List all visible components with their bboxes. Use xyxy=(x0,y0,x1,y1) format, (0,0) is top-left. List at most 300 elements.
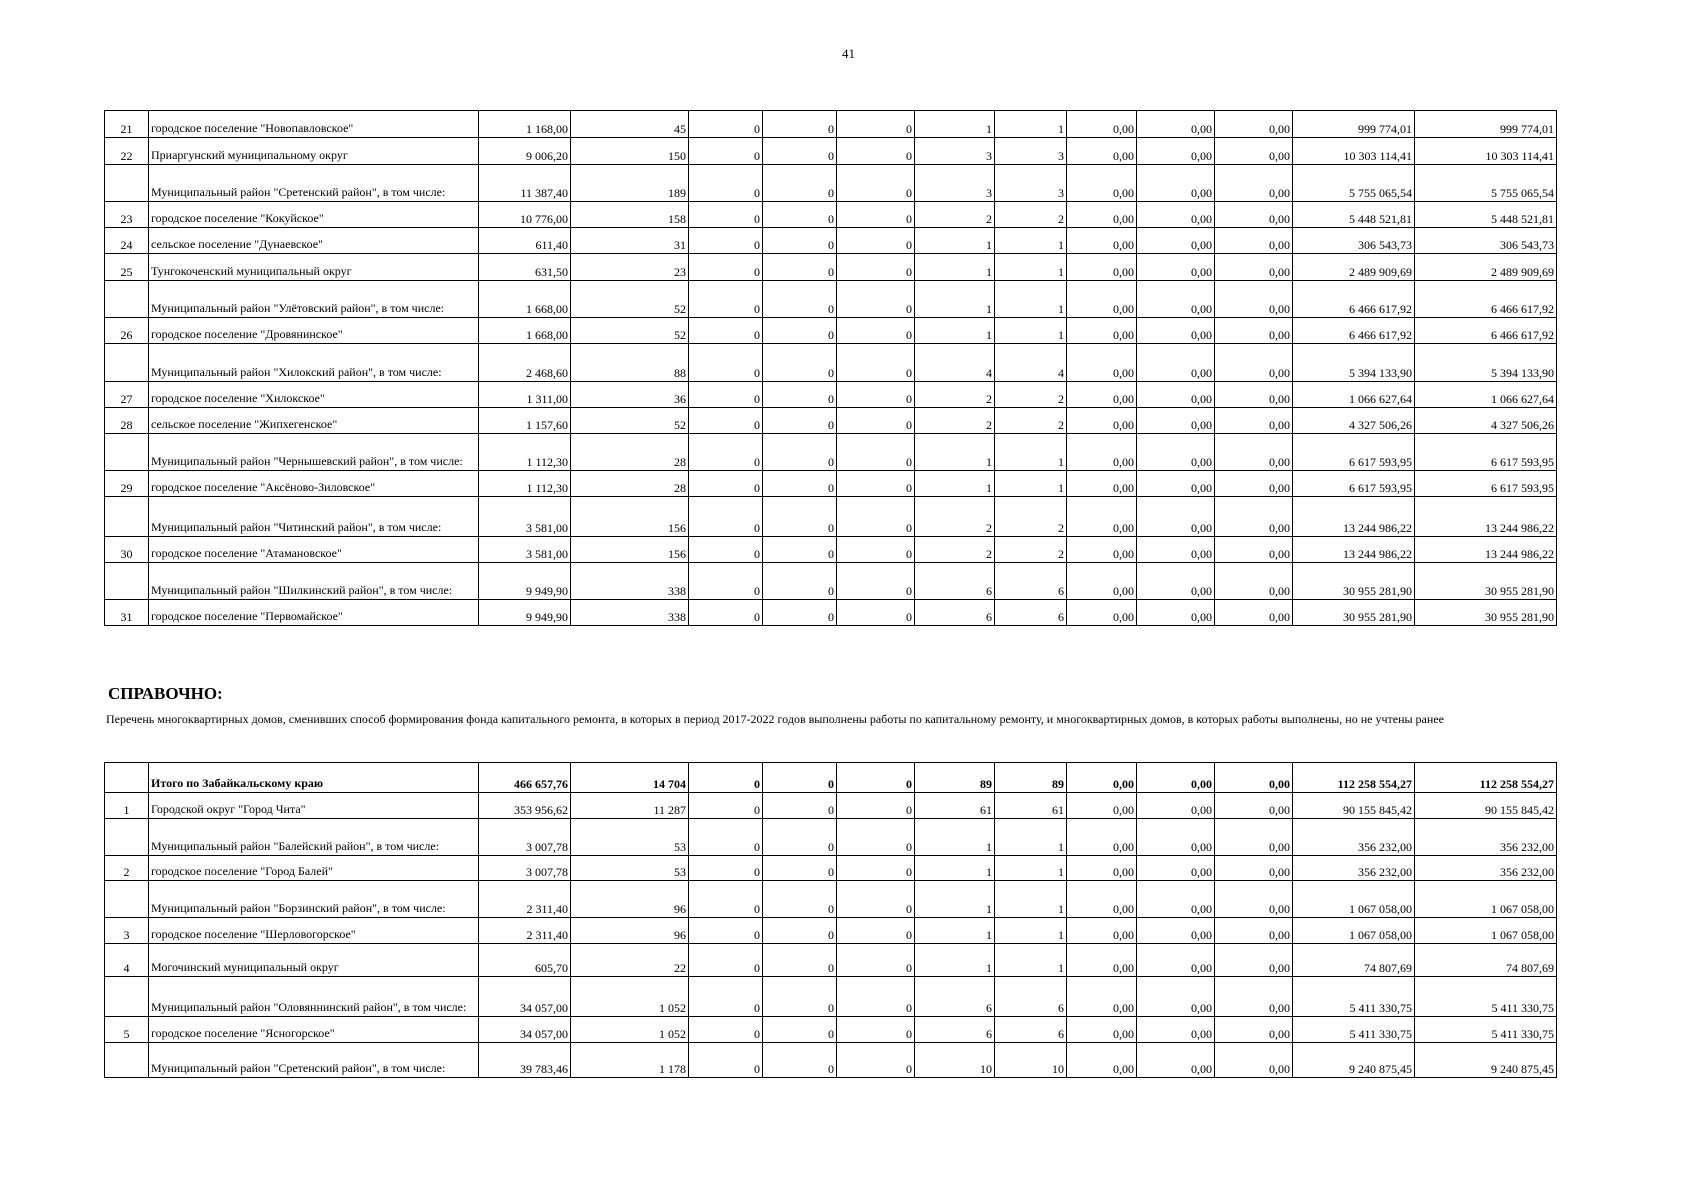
area-cell: 605,70 xyxy=(479,944,571,977)
col5-cell: 0 xyxy=(837,763,915,793)
table-row xyxy=(105,111,1557,138)
col10-cell: 0,00 xyxy=(1215,281,1293,318)
col9-cell: 0,00 xyxy=(1137,111,1215,138)
col6-cell: 2 xyxy=(915,497,995,537)
table-row xyxy=(105,1017,1557,1043)
people-cell: 28 xyxy=(571,434,689,471)
col9-cell: 0,00 xyxy=(1137,881,1215,918)
col6-cell: 1 xyxy=(915,471,995,497)
cost-cell: 13 244 986,22 xyxy=(1293,537,1415,563)
row-name: городское поселение "Дровянинское" xyxy=(149,318,479,344)
col7-cell: 1 xyxy=(995,318,1067,344)
col8-cell: 0,00 xyxy=(1067,537,1137,563)
col10-cell: 0,00 xyxy=(1215,1043,1293,1078)
row-number: 3 xyxy=(105,918,149,944)
cost-cell: 1 066 627,64 xyxy=(1293,382,1415,408)
col3-cell: 0 xyxy=(689,537,763,563)
row-name: Городской округ "Город Чита" xyxy=(149,793,479,819)
total-cost-cell: 6 466 617,92 xyxy=(1415,318,1557,344)
col7-cell: 6 xyxy=(995,600,1067,626)
col3-cell: 0 xyxy=(689,281,763,318)
col6-cell: 6 xyxy=(915,600,995,626)
row-number: 1 xyxy=(105,793,149,819)
col9-cell: 0,00 xyxy=(1137,318,1215,344)
total-cost-cell: 1 066 627,64 xyxy=(1415,382,1557,408)
col5-cell: 0 xyxy=(837,977,915,1017)
col4-cell: 0 xyxy=(763,471,837,497)
col5-cell: 0 xyxy=(837,408,915,434)
area-cell: 9 006,20 xyxy=(479,138,571,165)
row-name: сельское поселение "Дунаевское" xyxy=(149,228,479,254)
row-name: Муниципальный район "Оловяннинский район", в том числе: xyxy=(149,977,479,1017)
area-cell: 466 657,76 xyxy=(479,763,571,793)
col9-cell: 0,00 xyxy=(1137,918,1215,944)
col6-cell: 2 xyxy=(915,408,995,434)
area-cell: 34 057,00 xyxy=(479,1017,571,1043)
people-cell: 96 xyxy=(571,918,689,944)
table-row xyxy=(105,600,1557,626)
area-cell: 1 112,30 xyxy=(479,471,571,497)
table-row xyxy=(105,202,1557,228)
people-cell: 96 xyxy=(571,881,689,918)
col7-cell: 89 xyxy=(995,763,1067,793)
people-cell: 36 xyxy=(571,382,689,408)
row-name: Муниципальный район "Шилкинский район", в том числе: xyxy=(149,563,479,600)
row-number: 25 xyxy=(105,254,149,281)
col9-cell: 0,00 xyxy=(1137,1043,1215,1078)
col10-cell: 0,00 xyxy=(1215,1017,1293,1043)
col7-cell: 2 xyxy=(995,202,1067,228)
col7-cell: 1 xyxy=(995,471,1067,497)
row-number xyxy=(105,344,149,382)
cost-cell: 6 466 617,92 xyxy=(1293,281,1415,318)
col4-cell: 0 xyxy=(763,138,837,165)
people-cell: 1 052 xyxy=(571,1017,689,1043)
cost-cell: 13 244 986,22 xyxy=(1293,497,1415,537)
cost-cell: 6 617 593,95 xyxy=(1293,471,1415,497)
col7-cell: 1 xyxy=(995,856,1067,881)
col7-cell: 4 xyxy=(995,344,1067,382)
cost-cell: 5 411 330,75 xyxy=(1293,1017,1415,1043)
col5-cell: 0 xyxy=(837,228,915,254)
col4-cell: 0 xyxy=(763,918,837,944)
row-number xyxy=(105,819,149,856)
col7-cell: 2 xyxy=(995,497,1067,537)
people-cell: 338 xyxy=(571,600,689,626)
cost-cell: 112 258 554,27 xyxy=(1293,763,1415,793)
col4-cell: 0 xyxy=(763,408,837,434)
col4-cell: 0 xyxy=(763,881,837,918)
cost-cell: 2 489 909,69 xyxy=(1293,254,1415,281)
col4-cell: 0 xyxy=(763,763,837,793)
col3-cell: 0 xyxy=(689,944,763,977)
total-cost-cell: 112 258 554,27 xyxy=(1415,763,1557,793)
table-row xyxy=(105,254,1557,281)
cost-cell: 74 807,69 xyxy=(1293,944,1415,977)
row-number xyxy=(105,881,149,918)
col6-cell: 4 xyxy=(915,344,995,382)
cost-cell: 999 774,01 xyxy=(1293,111,1415,138)
cost-cell: 5 755 065,54 xyxy=(1293,165,1415,202)
total-cost-cell: 6 617 593,95 xyxy=(1415,434,1557,471)
area-cell: 1 668,00 xyxy=(479,318,571,344)
row-name: Муниципальный район "Хилокский район", в том числе: xyxy=(149,344,479,382)
col7-cell: 1 xyxy=(995,819,1067,856)
col5-cell: 0 xyxy=(837,1043,915,1078)
area-cell: 34 057,00 xyxy=(479,977,571,1017)
total-cost-cell: 90 155 845,42 xyxy=(1415,793,1557,819)
col7-cell: 2 xyxy=(995,408,1067,434)
col10-cell: 0,00 xyxy=(1215,600,1293,626)
col5-cell: 0 xyxy=(837,856,915,881)
row-name: Муниципальный район "Сретенский район", в том числе: xyxy=(149,165,479,202)
col9-cell: 0,00 xyxy=(1137,165,1215,202)
people-cell: 22 xyxy=(571,944,689,977)
row-name: городское поселение "Атамановское" xyxy=(149,537,479,563)
col9-cell: 0,00 xyxy=(1137,537,1215,563)
col5-cell: 0 xyxy=(837,254,915,281)
col3-cell: 0 xyxy=(689,497,763,537)
row-name: Итого по Забайкальскому краю xyxy=(149,763,479,793)
col8-cell: 0,00 xyxy=(1067,318,1137,344)
col6-cell: 1 xyxy=(915,434,995,471)
row-number xyxy=(105,977,149,1017)
col10-cell: 0,00 xyxy=(1215,856,1293,881)
col9-cell: 0,00 xyxy=(1137,563,1215,600)
col8-cell: 0,00 xyxy=(1067,497,1137,537)
col4-cell: 0 xyxy=(763,537,837,563)
row-name: городское поселение "Аксёново-Зиловское" xyxy=(149,471,479,497)
people-cell: 53 xyxy=(571,819,689,856)
col4-cell: 0 xyxy=(763,819,837,856)
col6-cell: 6 xyxy=(915,1017,995,1043)
col4-cell: 0 xyxy=(763,111,837,138)
area-cell: 1 112,30 xyxy=(479,434,571,471)
total-cost-cell: 999 774,01 xyxy=(1415,111,1557,138)
col10-cell: 0,00 xyxy=(1215,471,1293,497)
area-cell: 3 581,00 xyxy=(479,497,571,537)
people-cell: 150 xyxy=(571,138,689,165)
people-cell: 14 704 xyxy=(571,763,689,793)
area-cell: 3 007,78 xyxy=(479,856,571,881)
col10-cell: 0,00 xyxy=(1215,537,1293,563)
area-cell: 2 468,60 xyxy=(479,344,571,382)
row-name: Приаргунский муниципальному округ xyxy=(149,138,479,165)
col10-cell: 0,00 xyxy=(1215,944,1293,977)
area-cell: 1 311,00 xyxy=(479,382,571,408)
total-cost-cell: 5 448 521,81 xyxy=(1415,202,1557,228)
col9-cell: 0,00 xyxy=(1137,471,1215,497)
col5-cell: 0 xyxy=(837,537,915,563)
col4-cell: 0 xyxy=(763,944,837,977)
table-row xyxy=(105,138,1557,165)
row-number xyxy=(105,763,149,793)
col6-cell: 6 xyxy=(915,977,995,1017)
table-row xyxy=(105,165,1557,202)
row-name: городское поселение "Первомайское" xyxy=(149,600,479,626)
col9-cell: 0,00 xyxy=(1137,434,1215,471)
col6-cell: 89 xyxy=(915,763,995,793)
table-row xyxy=(105,344,1557,382)
table-row xyxy=(105,977,1557,1017)
col6-cell: 2 xyxy=(915,382,995,408)
col7-cell: 10 xyxy=(995,1043,1067,1078)
table-row xyxy=(105,537,1557,563)
col6-cell: 1 xyxy=(915,918,995,944)
total-cost-cell: 1 067 058,00 xyxy=(1415,918,1557,944)
total-cost-cell: 306 543,73 xyxy=(1415,228,1557,254)
col7-cell: 1 xyxy=(995,918,1067,944)
area-cell: 3 007,78 xyxy=(479,819,571,856)
total-cost-cell: 5 755 065,54 xyxy=(1415,165,1557,202)
table-row xyxy=(105,819,1557,856)
total-cost-cell: 356 232,00 xyxy=(1415,819,1557,856)
col9-cell: 0,00 xyxy=(1137,819,1215,856)
col7-cell: 1 xyxy=(995,944,1067,977)
col10-cell: 0,00 xyxy=(1215,202,1293,228)
people-cell: 52 xyxy=(571,318,689,344)
area-cell: 1 168,00 xyxy=(479,111,571,138)
col7-cell: 6 xyxy=(995,977,1067,1017)
area-cell: 2 311,40 xyxy=(479,881,571,918)
col6-cell: 2 xyxy=(915,537,995,563)
area-cell: 631,50 xyxy=(479,254,571,281)
col8-cell: 0,00 xyxy=(1067,281,1137,318)
people-cell: 156 xyxy=(571,497,689,537)
cost-cell: 90 155 845,42 xyxy=(1293,793,1415,819)
col4-cell: 0 xyxy=(763,434,837,471)
col3-cell: 0 xyxy=(689,793,763,819)
col3-cell: 0 xyxy=(689,138,763,165)
col8-cell: 0,00 xyxy=(1067,881,1137,918)
table-row xyxy=(105,1043,1557,1078)
total-cost-cell: 9 240 875,45 xyxy=(1415,1043,1557,1078)
col10-cell: 0,00 xyxy=(1215,763,1293,793)
col3-cell: 0 xyxy=(689,165,763,202)
row-name: Могочинский муниципальный округ xyxy=(149,944,479,977)
col8-cell: 0,00 xyxy=(1067,918,1137,944)
col4-cell: 0 xyxy=(763,600,837,626)
col9-cell: 0,00 xyxy=(1137,344,1215,382)
col9-cell: 0,00 xyxy=(1137,1017,1215,1043)
people-cell: 156 xyxy=(571,537,689,563)
col9-cell: 0,00 xyxy=(1137,202,1215,228)
col4-cell: 0 xyxy=(763,563,837,600)
total-cost-cell: 13 244 986,22 xyxy=(1415,497,1557,537)
row-number: 22 xyxy=(105,138,149,165)
col7-cell: 2 xyxy=(995,382,1067,408)
total-cost-cell: 1 067 058,00 xyxy=(1415,881,1557,918)
area-cell: 611,40 xyxy=(479,228,571,254)
col8-cell: 0,00 xyxy=(1067,793,1137,819)
col8-cell: 0,00 xyxy=(1067,111,1137,138)
row-name: городское поселение "Ясногорское" xyxy=(149,1017,479,1043)
row-number xyxy=(105,497,149,537)
col7-cell: 1 xyxy=(995,434,1067,471)
col4-cell: 0 xyxy=(763,202,837,228)
row-number xyxy=(105,1043,149,1078)
row-number: 24 xyxy=(105,228,149,254)
col10-cell: 0,00 xyxy=(1215,111,1293,138)
col3-cell: 0 xyxy=(689,111,763,138)
col4-cell: 0 xyxy=(763,1043,837,1078)
total-cost-cell: 5 411 330,75 xyxy=(1415,977,1557,1017)
col6-cell: 1 xyxy=(915,856,995,881)
row-number: 30 xyxy=(105,537,149,563)
area-cell: 10 776,00 xyxy=(479,202,571,228)
area-cell: 2 311,40 xyxy=(479,918,571,944)
area-cell: 3 581,00 xyxy=(479,537,571,563)
table-row xyxy=(105,881,1557,918)
col9-cell: 0,00 xyxy=(1137,254,1215,281)
row-number xyxy=(105,165,149,202)
people-cell: 31 xyxy=(571,228,689,254)
row-name: городское поселение "Шерловогорское" xyxy=(149,918,479,944)
col3-cell: 0 xyxy=(689,881,763,918)
col7-cell: 6 xyxy=(995,563,1067,600)
col7-cell: 1 xyxy=(995,254,1067,281)
cost-cell: 9 240 875,45 xyxy=(1293,1043,1415,1078)
people-cell: 52 xyxy=(571,408,689,434)
table-row xyxy=(105,918,1557,944)
row-number: 21 xyxy=(105,111,149,138)
table-row xyxy=(105,763,1557,793)
col9-cell: 0,00 xyxy=(1137,382,1215,408)
area-cell: 9 949,90 xyxy=(479,600,571,626)
col3-cell: 0 xyxy=(689,763,763,793)
col5-cell: 0 xyxy=(837,881,915,918)
col10-cell: 0,00 xyxy=(1215,382,1293,408)
col8-cell: 0,00 xyxy=(1067,944,1137,977)
cost-cell: 306 543,73 xyxy=(1293,228,1415,254)
col6-cell: 1 xyxy=(915,819,995,856)
col7-cell: 61 xyxy=(995,793,1067,819)
table-row xyxy=(105,944,1557,977)
col6-cell: 3 xyxy=(915,138,995,165)
area-cell: 1 668,00 xyxy=(479,281,571,318)
col3-cell: 0 xyxy=(689,382,763,408)
col6-cell: 1 xyxy=(915,944,995,977)
col9-cell: 0,00 xyxy=(1137,856,1215,881)
cost-cell: 356 232,00 xyxy=(1293,856,1415,881)
col3-cell: 0 xyxy=(689,600,763,626)
row-number xyxy=(105,281,149,318)
col8-cell: 0,00 xyxy=(1067,138,1137,165)
row-name: городское поселение "Новопавловское" xyxy=(149,111,479,138)
col8-cell: 0,00 xyxy=(1067,165,1137,202)
col4-cell: 0 xyxy=(763,254,837,281)
table-row xyxy=(105,563,1557,600)
reference-description: Перечень многоквартирных домов, сменивших способ формирования фонда капитального ремонта, в которых в период 2017-2022 годов выполнены работы по капитальному ремонту, и многоквартирных домов, в которых работы выполнены, но не учтены ранее xyxy=(106,712,1444,726)
col5-cell: 0 xyxy=(837,793,915,819)
col5-cell: 0 xyxy=(837,434,915,471)
col6-cell: 2 xyxy=(915,202,995,228)
col10-cell: 0,00 xyxy=(1215,497,1293,537)
col4-cell: 0 xyxy=(763,344,837,382)
total-cost-cell: 6 466 617,92 xyxy=(1415,281,1557,318)
col5-cell: 0 xyxy=(837,819,915,856)
people-cell: 53 xyxy=(571,856,689,881)
col4-cell: 0 xyxy=(763,165,837,202)
col9-cell: 0,00 xyxy=(1137,281,1215,318)
col6-cell: 1 xyxy=(915,111,995,138)
col4-cell: 0 xyxy=(763,977,837,1017)
total-cost-cell: 5 411 330,75 xyxy=(1415,1017,1557,1043)
row-name: Муниципальный район "Улётовский район", в том числе: xyxy=(149,281,479,318)
total-cost-cell: 13 244 986,22 xyxy=(1415,537,1557,563)
col8-cell: 0,00 xyxy=(1067,1017,1137,1043)
table-row xyxy=(105,471,1557,497)
col3-cell: 0 xyxy=(689,856,763,881)
col10-cell: 0,00 xyxy=(1215,434,1293,471)
row-number: 5 xyxy=(105,1017,149,1043)
col5-cell: 0 xyxy=(837,944,915,977)
row-number: 2 xyxy=(105,856,149,881)
col4-cell: 0 xyxy=(763,228,837,254)
col5-cell: 0 xyxy=(837,497,915,537)
col8-cell: 0,00 xyxy=(1067,563,1137,600)
col6-cell: 1 xyxy=(915,881,995,918)
col10-cell: 0,00 xyxy=(1215,408,1293,434)
people-cell: 1 178 xyxy=(571,1043,689,1078)
col7-cell: 1 xyxy=(995,228,1067,254)
col3-cell: 0 xyxy=(689,471,763,497)
col3-cell: 0 xyxy=(689,344,763,382)
col8-cell: 0,00 xyxy=(1067,763,1137,793)
cost-cell: 6 466 617,92 xyxy=(1293,318,1415,344)
area-cell: 1 157,60 xyxy=(479,408,571,434)
people-cell: 11 287 xyxy=(571,793,689,819)
col5-cell: 0 xyxy=(837,918,915,944)
cost-cell: 5 411 330,75 xyxy=(1293,977,1415,1017)
table-row xyxy=(105,281,1557,318)
col7-cell: 3 xyxy=(995,165,1067,202)
col7-cell: 3 xyxy=(995,138,1067,165)
reference-heading: СПРАВОЧНО: xyxy=(108,684,223,703)
row-number: 28 xyxy=(105,408,149,434)
col9-cell: 0,00 xyxy=(1137,138,1215,165)
cost-cell: 1 067 058,00 xyxy=(1293,881,1415,918)
col10-cell: 0,00 xyxy=(1215,881,1293,918)
col9-cell: 0,00 xyxy=(1137,228,1215,254)
col6-cell: 10 xyxy=(915,1043,995,1078)
people-cell: 28 xyxy=(571,471,689,497)
col3-cell: 0 xyxy=(689,918,763,944)
row-name: Муниципальный район "Читинский район", в том числе: xyxy=(149,497,479,537)
row-number: 26 xyxy=(105,318,149,344)
col5-cell: 0 xyxy=(837,318,915,344)
total-cost-cell: 4 327 506,26 xyxy=(1415,408,1557,434)
col3-cell: 0 xyxy=(689,254,763,281)
col5-cell: 0 xyxy=(837,111,915,138)
col8-cell: 0,00 xyxy=(1067,856,1137,881)
col4-cell: 0 xyxy=(763,497,837,537)
area-cell: 39 783,46 xyxy=(479,1043,571,1078)
col5-cell: 0 xyxy=(837,600,915,626)
col8-cell: 0,00 xyxy=(1067,228,1137,254)
row-name: городское поселение "Кокуйское" xyxy=(149,202,479,228)
col8-cell: 0,00 xyxy=(1067,600,1137,626)
col10-cell: 0,00 xyxy=(1215,977,1293,1017)
people-cell: 45 xyxy=(571,111,689,138)
col7-cell: 6 xyxy=(995,1017,1067,1043)
row-number: 31 xyxy=(105,600,149,626)
col8-cell: 0,00 xyxy=(1067,344,1137,382)
col5-cell: 0 xyxy=(837,1017,915,1043)
col6-cell: 1 xyxy=(915,254,995,281)
row-number: 27 xyxy=(105,382,149,408)
area-cell: 9 949,90 xyxy=(479,563,571,600)
